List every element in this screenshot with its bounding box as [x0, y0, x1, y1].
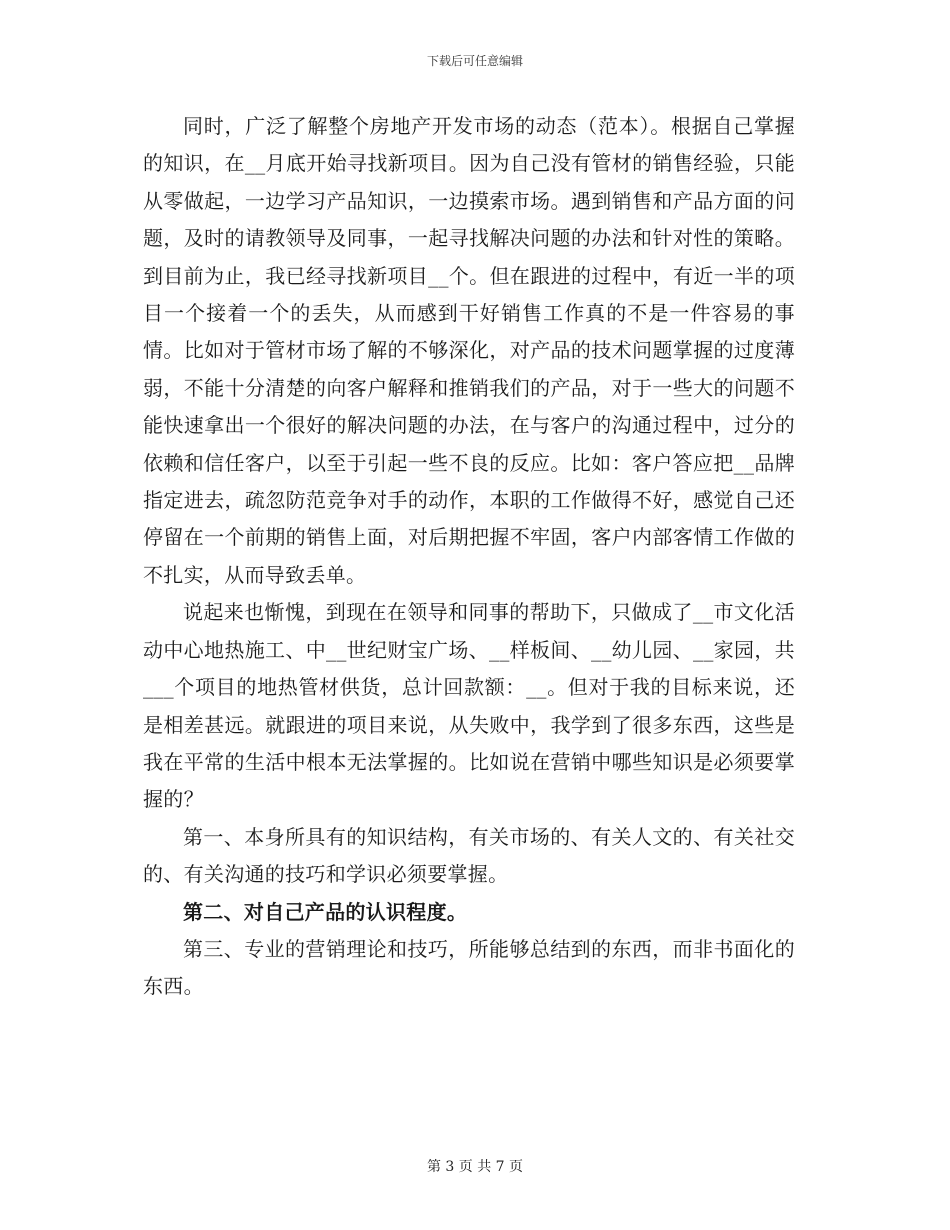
paragraph-achievements: 说起来也惭愧，到现在在领导和同事的帮助下，只做成了__市文化活动中心地热施工、中__世纪财宝广场、__样板间、__幼儿园、__家园，共___个项目的地热管材供货，总计回款额：__。但对于我的目标来说，还是相差甚远。就跟进的项目来说，从失败中，我学到了很多东西，这些是我在平常的生活中根本无法掌握的。比如说在营销中哪些知识是必须要掌握的？ [143, 600, 795, 812]
document-body [143, 108, 795, 1006]
paragraph-project-search: 同时，广泛了解整个房地产开发市场的动态（范本）。根据自己掌握的知识，在__月底开始寻找新项目。因为自己没有管材的销售经验，只能从零做起，一边学习产品知识，一边摸索市场。遇到销售和产品方面的问题，及时的请教领导及同事，一起寻找解决问题的办法和针对性的策略。到目前为止，我已经寻找新项目__个。但在跟进的过程中，有近一半的项目一个接着一个的丢失，从而感到干好销售工作真的不是一件容易的事情。比如对于管材市场了解的不够深化，对产品的技术问题掌握的过度薄弱，不能十分清楚的向客户解释和推销我们的产品，对于一些大的问题不能快速拿出一个很好的解决问题的办法，在与客户的沟通过程中，过分的依赖和信任客户，以至于引起一些不良的反应。比如：客户答应把__品牌指定进去，疏忽防范竞争对手的动作，本职的工作做得不好，感觉自己还停留在一个前期的销售上面，对后期把握不牢固，客户内部客情工作做的不扎实，从而导致丢单。 [143, 114, 795, 587]
page-header-note: 下载后可任意编辑 [426, 54, 523, 68]
paragraph-point-two: 第二、对自己产品的认识程度。 [183, 899, 468, 924]
paragraph-point-three: 第三、专业的营销理论和技巧，所能够总结到的东西，而非书面化的东西。 [143, 936, 795, 999]
paragraph-point-one: 第一、本身所具有的知识结构，有关市场的、有关人文的、有关社交的、有关沟通的技巧和学识必须要掌握。 [143, 824, 795, 887]
page-number: 第 3 页 共 7 页 [426, 1159, 524, 1175]
